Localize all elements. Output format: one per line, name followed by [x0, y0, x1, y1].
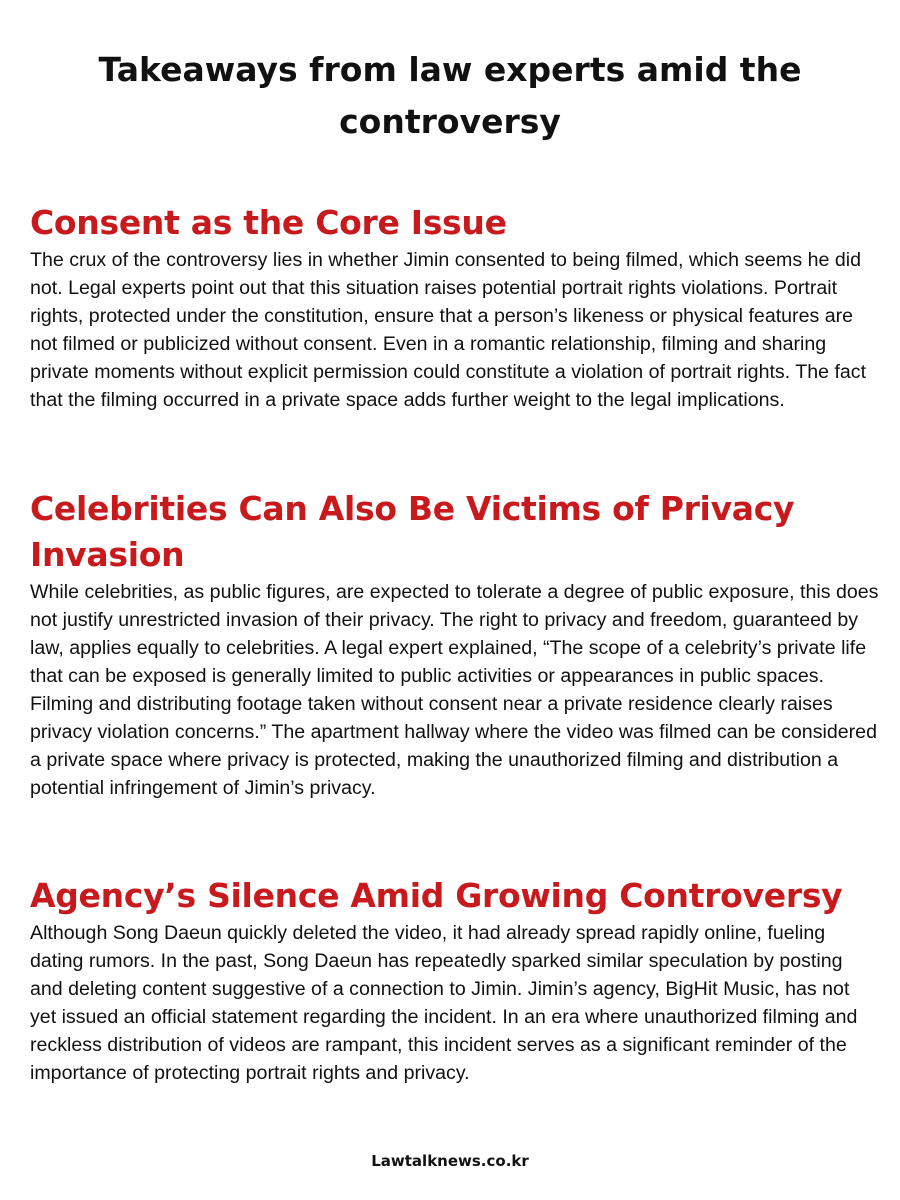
section-heading: Consent as the Core Issue [30, 203, 507, 242]
section-consent [30, 200, 880, 414]
section-heading: Agency’s Silence Amid Growing Controversy [30, 876, 843, 915]
page-title: Takeaways from law experts amid the controversy [98, 50, 802, 141]
section-body: Although Song Daeun quickly deleted the video, it had already spread rapidly online, fueling dating rumors. In the past, Song Daeun has repeatedly sparked similar speculation by posting and deleting content suggestive of a connection to Jimin. Jimin’s agency, BigHit Music, has not yet issued an official statement regarding the incident. In an era where unauthorized filming and reckless distribution of videos are rampant, this incident serves as a significant reminder of the importance of protecting portrait rights and privacy. [30, 922, 858, 1084]
section-body: The crux of the controversy lies in whether Jimin consented to being filmed, which seems he did not. Legal experts point out that this situation raises potential portrait rights violations. Portrait rights, protected under the constitution, ensure that a person’s likeness or physical features are not filmed or publicized without consent. Even in a romantic relationship, filming and sharing private moments without explicit permission could constitute a violation of portrait rights. The fact that the filming occurred in a private space adds further weight to the legal implications. [30, 249, 867, 411]
source-footer: Lawtalknews.co.kr [371, 1152, 529, 1170]
section-celebrity-privacy [30, 486, 880, 802]
section-agency-silence [30, 873, 880, 1087]
section-heading: Celebrities Can Also Be Victims of Privacy Invasion [30, 489, 795, 574]
section-body: While celebrities, as public figures, are expected to tolerate a degree of public exposure, this does not justify unrestricted invasion of their privacy. The right to privacy and freedom, guaranteed by law, applies equally to celebrities. A legal expert explained, “The scope of a celebrity’s private life that can be exposed is generally limited to public activities or appearances in public spaces. Filming and distributing footage taken without consent near a private residence clearly raises privacy violation concerns.” The apartment hallway where the video was filmed can be considered a private space where privacy is protected, making the unauthorized filming and distribution a potential infringement of Jimin’s privacy. [30, 581, 879, 799]
